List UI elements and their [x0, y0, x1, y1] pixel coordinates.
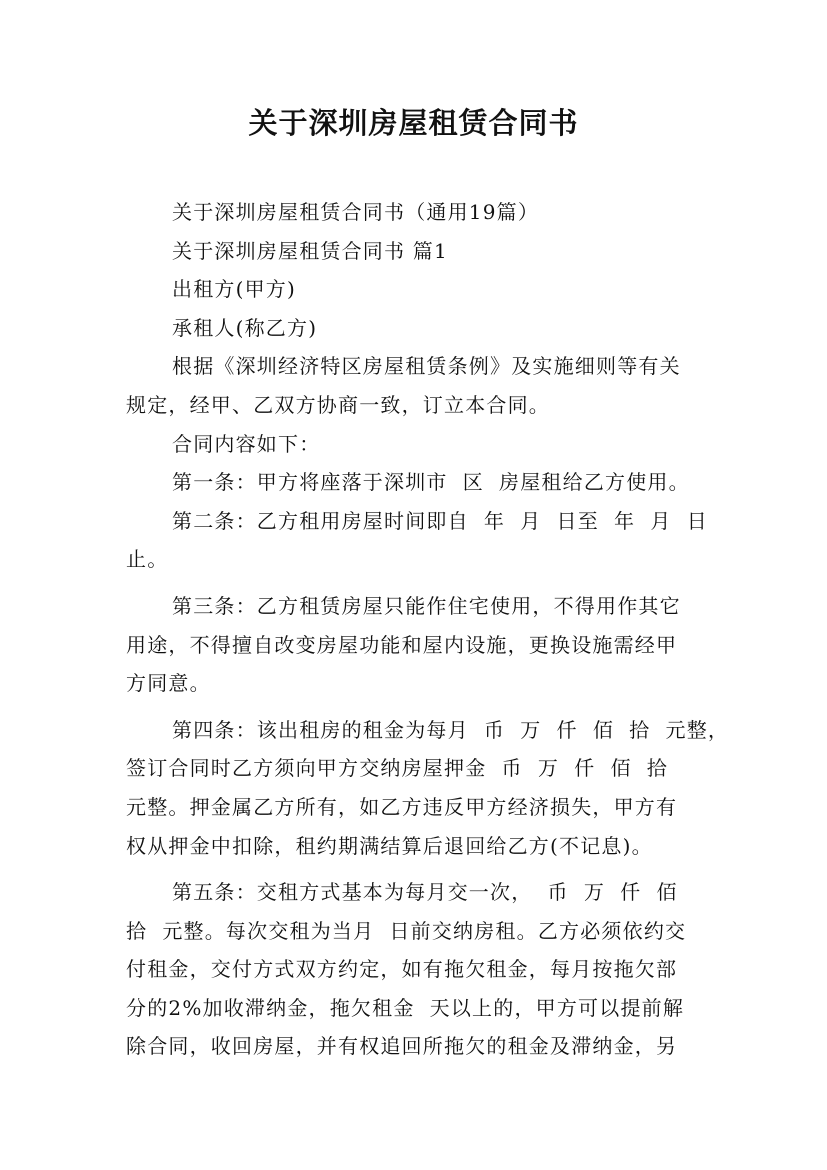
paragraph-line: 关于深圳房屋租赁合同书 篇1 [172, 238, 448, 263]
paragraph-line: 签订合同时乙方须向甲方交纳房屋押金 币 万 仟 佰 拾 [126, 756, 668, 781]
paragraph-line: 用途，不得擅自改变房屋功能和屋内设施，更换设施需经甲 [126, 632, 678, 657]
article-2-line: 第二条：乙方租用房屋时间即自 年 月 日至 年 月 日 [172, 508, 708, 533]
paragraph-line: 分的2%加收滞纳金，拖欠租金 天以上的，甲方可以提前解 [126, 995, 685, 1020]
paragraph-line: 拾 元整。每次交租为当月 日前交纳房租。乙方必须依约交 [126, 918, 687, 943]
paragraph-line: 付租金，交付方式双方约定，如有拖欠租金，每月按拖欠部 [126, 957, 678, 982]
article-1-line: 第一条：甲方将座落于深圳市 区 房屋租给乙方使用。 [172, 470, 690, 495]
article-3-line: 第三条：乙方租赁房屋只能作住宅使用，不得用作其它 [172, 593, 681, 618]
article-5-line: 第五条：交租方式基本为每月交一次， 币 万 仟 佰 [172, 880, 678, 905]
paragraph-line: 方同意。 [126, 671, 211, 696]
paragraph-line: 止。 [126, 547, 169, 572]
paragraph-line: 承租人(称乙方) [172, 315, 318, 340]
document-body [126, 193, 730, 1066]
paragraph-line: 根据《深圳经济特区房屋租赁条例》及实施细则等有关 [172, 354, 681, 379]
paragraph-line: 除合同，收回房屋，并有权追回所拖欠的租金及滞纳金，另 [126, 1034, 678, 1059]
paragraph-line: 规定，经甲、乙双方协商一致，订立本合同。 [126, 392, 550, 417]
document-title: 关于深圳房屋租赁合同书 [248, 106, 579, 140]
paragraph-line: 元整。押金属乙方所有，如乙方违反甲方经济损失，甲方有 [126, 794, 678, 819]
paragraph-line: 权从押金中扣除，租约期满结算后退回给乙方(不记息)。 [126, 833, 653, 858]
article-4-line: 第四条：该出租房的租金为每月 币 万 仟 佰 拾 元整， [172, 717, 730, 742]
paragraph-line: 出租方(甲方) [172, 277, 297, 302]
paragraph-line: 关于深圳房屋租赁合同书（通用19篇） [172, 200, 540, 224]
paragraph-line: 合同内容如下： [172, 431, 321, 456]
